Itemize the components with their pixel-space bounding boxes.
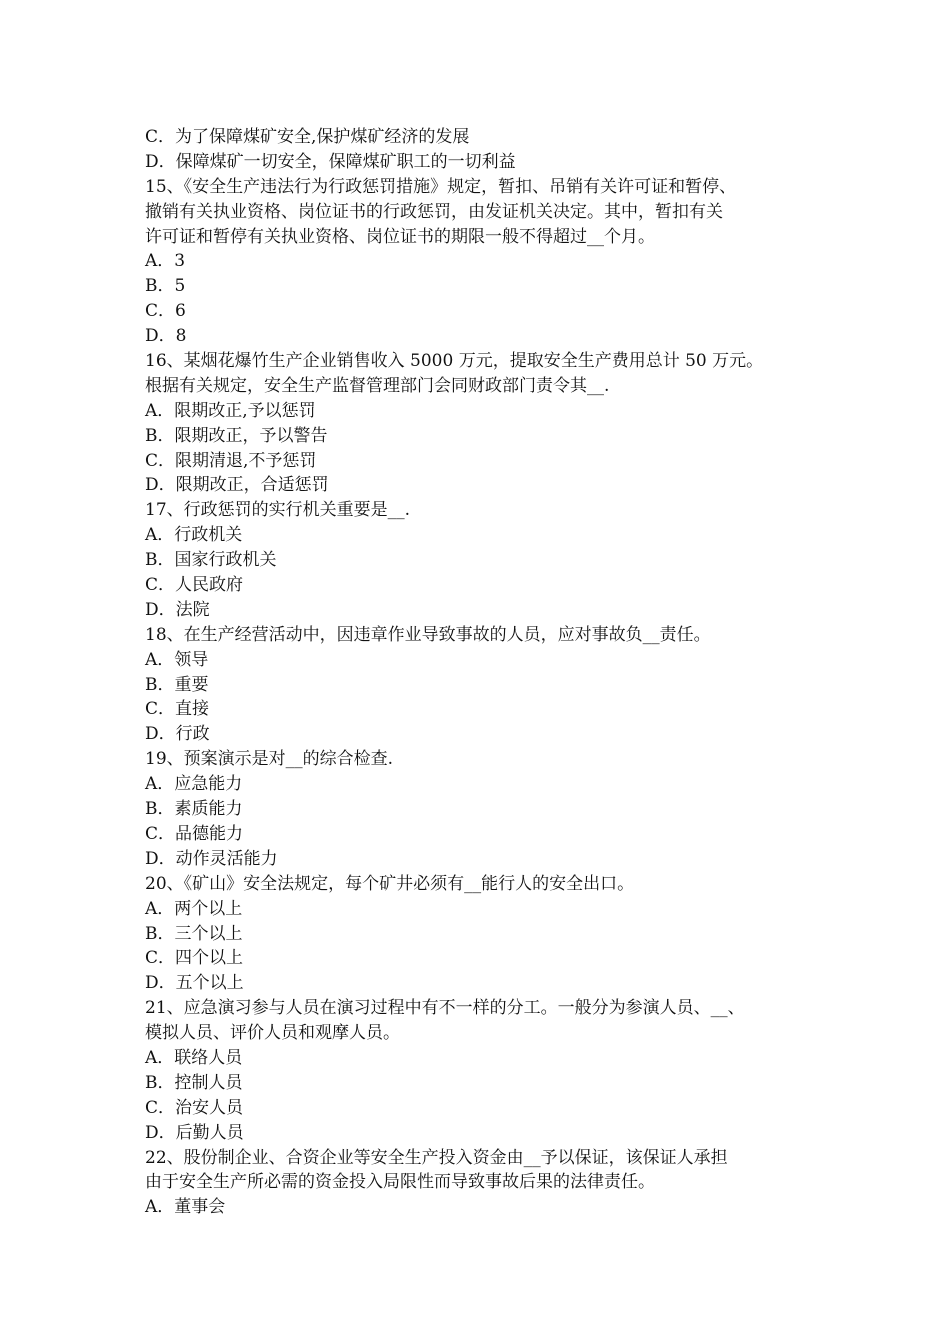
option-a: A．董事会 [145,1197,226,1218]
option-b: B．素质能力 [145,799,243,820]
text-line: C．为了保障煤矿安全,保护煤矿经济的发展 [145,127,470,147]
option-d: D．后勤人员 [145,1122,244,1143]
document-page [145,125,835,1220]
option-c: C．四个以上 [145,948,244,969]
option-b: B．控制人员 [145,1072,243,1093]
question-19-stem: 19、预案演示是对__的综合检查. [145,749,394,770]
question-20-stem: 20、《矿山》安全法规定，每个矿井必须有__能行人的安全出口。 [145,873,635,894]
option-d: D．8 [145,326,187,347]
text-line: D．保障煤矿一切安全，保障煤矿职工的一切利益 [145,151,516,172]
option-a: A．联络人员 [145,1047,243,1068]
option-d: D．限期改正，合适惩罚 [145,475,329,496]
option-c: C．限期清退,不予惩罚 [145,450,317,471]
option-a: A．应急能力 [145,774,243,795]
option-c: C．6 [145,301,186,322]
question-21-stem: 21、应急演习参与人员在演习过程中有不一样的分工。一般分为参演人员、__、 [145,998,745,1019]
option-d: D．行政 [145,724,210,745]
option-a: A．行政机关 [145,525,243,546]
option-a: A．两个以上 [145,898,243,919]
option-a: A．限期改正,予以惩罚 [145,400,316,421]
option-b: B．国家行政机关 [145,550,277,571]
question-22-stem: 22、股份制企业、合资企业等安全生产投入资金由__予以保证，该保证人承担 [145,1147,728,1168]
option-c: C．直接 [145,699,210,720]
option-b: B．重要 [145,674,209,695]
question-15-stem: 许可证和暂停有关执业资格、岗位证书的期限一般不得超过__个月。 [145,226,655,247]
question-17-stem: 17、行政惩罚的实行机关重要是__. [145,500,411,521]
question-15-stem: 撤销有关执业资格、岗位证书的行政惩罚，由发证机关决定。其中，暂扣有关 [145,201,723,222]
question-22-stem: 由于安全生产所必需的资金投入局限性而导致事故后果的法律责任。 [145,1172,655,1193]
option-b: B．5 [145,276,186,297]
option-a: A．3 [145,251,186,272]
question-16-stem: 根据有关规定，安全生产监督管理部门会同财政部门责令其__. [145,375,610,396]
option-d: D．五个以上 [145,973,244,994]
option-a: A．领导 [145,649,209,670]
option-c: C．品德能力 [145,823,244,844]
question-18-stem: 18、在生产经营活动中，因违章作业导致事故的人员，应对事故负__责任。 [145,624,711,645]
option-d: D．法院 [145,599,210,620]
question-21-stem: 模拟人员、评价人员和观摩人员。 [145,1023,400,1044]
option-b: B．限期改正，予以警告 [145,425,328,446]
option-d: D．动作灵活能力 [145,848,278,869]
question-16-stem: 16、某烟花爆竹生产企业销售收入 5000 万元，提取安全生产费用总计 50 万元。 [145,351,764,372]
option-c: C．人民政府 [145,575,244,596]
question-15-stem: 15、《安全生产违法行为行政惩罚措施》规定，暂扣、吊销有关许可证和暂停、 [145,176,737,197]
option-c: C．治安人员 [145,1097,244,1118]
option-b: B．三个以上 [145,923,243,944]
